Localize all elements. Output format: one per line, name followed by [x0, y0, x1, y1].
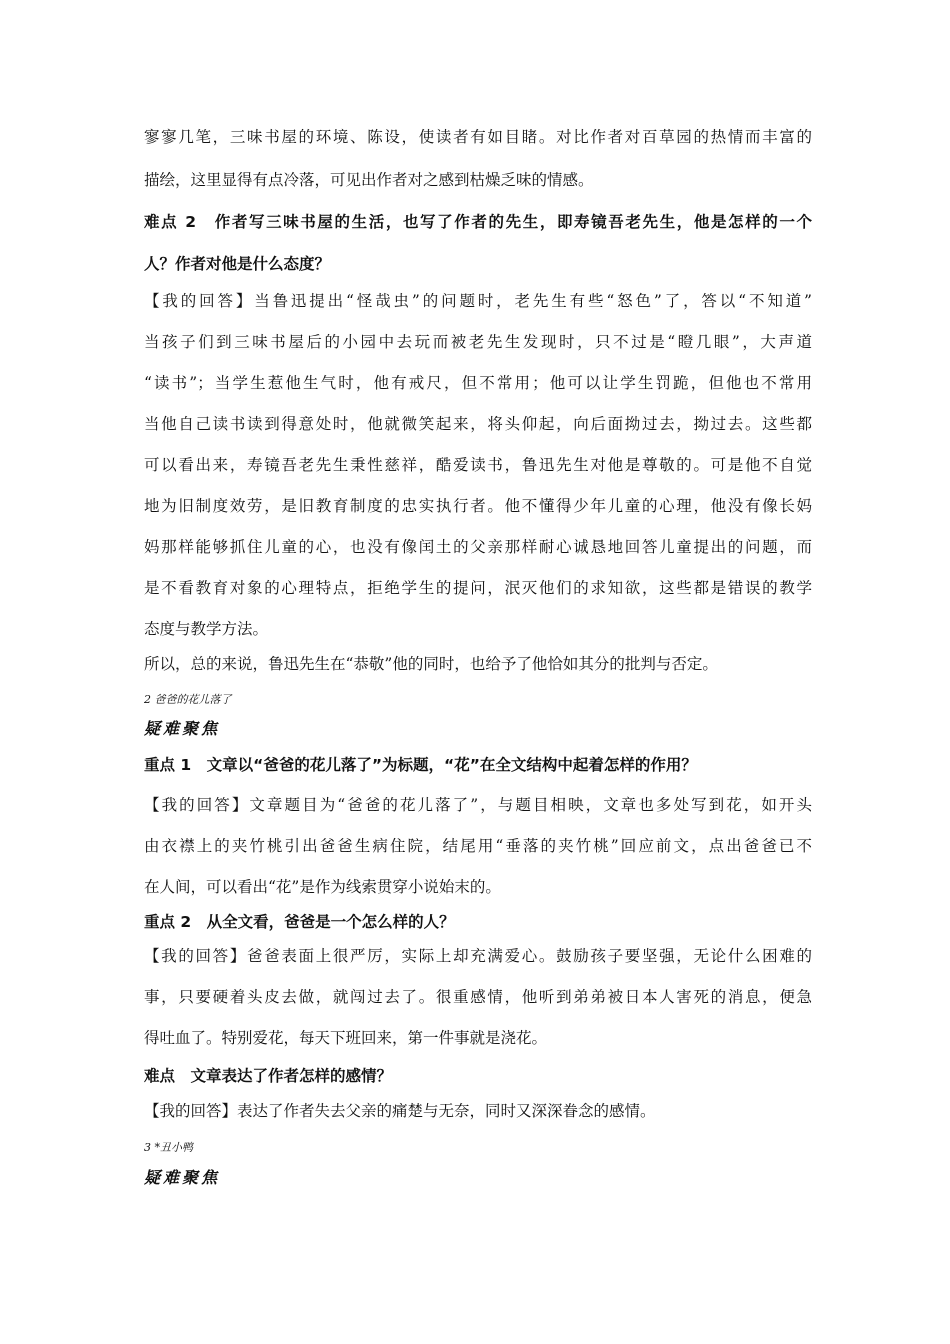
- section-heading: 疑难聚焦: [144, 719, 221, 738]
- lesson-title: 2 爸爸的花儿落了: [144, 693, 232, 706]
- answer-line: 由衣襟上的夹竹桃引出爸爸生病住院，结尾用“垂落的夹竹桃”回应前文，点出爸爸已不: [144, 837, 812, 855]
- key-point-heading: 重点 1 文章以“爸爸的花儿落了”为标题，“花”在全文结构中起着怎样的作用？: [144, 756, 697, 774]
- answer-line: 态度与教学方法。: [144, 620, 269, 638]
- difficulty-heading: 难点 2 作者写三味书屋的生活，也写了作者的先生，即寿镜吾老先生，他是怎样的一个: [144, 213, 812, 231]
- answer-line: 事，只要硬着头皮去做，就闯过去了。很重感情，他听到弟弟被日本人害死的消息，便急: [144, 988, 812, 1006]
- answer-line: “读书”；当学生惹他生气时，他有戒尺，但不常用；他可以让学生罚跪，但他也不常用: [144, 374, 812, 392]
- paragraph-line: 寥寥几笔，三味书屋的环境、陈设，使读者有如目睹。对比作者对百草园的热情而丰富的: [144, 128, 812, 146]
- conclusion-line: 所以，总的来说，鲁迅先生在“恭敬”他的同时，也给予了他恰如其分的批判与否定。: [144, 655, 718, 673]
- answer-line: 地为旧制度效劳，是旧教育制度的忠实执行者。他不懂得少年儿童的心理，他没有像长妈: [144, 497, 812, 515]
- lesson-title: 3 *丑小鸭: [144, 1141, 193, 1154]
- answer-line: 【我的回答】文章题目为“爸爸的花儿落了”，与题目相映，文章也多处写到花，如开头: [144, 796, 812, 814]
- answer-line: 可以看出来，寿镜吾老先生秉性慈祥，酷爱读书，鲁迅先生对他是尊敬的。可是他不自觉: [144, 456, 812, 474]
- paragraph-line: 描绘，这里显得有点冷落，可见出作者对之感到枯燥乏味的情感。: [144, 171, 594, 189]
- answer-line: 得吐血了。特别爱花，每天下班回来，第一件事就是浇花。: [144, 1029, 548, 1047]
- answer-line: 【我的回答】爸爸表面上很严厉，实际上却充满爱心。鼓励孩子要坚强，无论什么困难的: [144, 947, 812, 965]
- difficulty-heading: 难点 文章表达了作者怎样的感情？: [144, 1067, 393, 1085]
- section-heading: 疑难聚焦: [144, 1168, 221, 1187]
- answer-line: 当孩子们到三味书屋后的小园中去玩而被老先生发现时，只不过是“瞪几眼”，大声道: [144, 333, 812, 351]
- answer-line: 妈那样能够抓住儿童的心，也没有像闰土的父亲那样耐心诚恳地回答儿童提出的问题，而: [144, 538, 812, 556]
- answer-line: 当他自己读书读到得意处时，他就微笑起来，将头仰起，向后面拗过去，拗过去。这些都: [144, 415, 812, 433]
- answer-line: 在人间，可以看出“花”是作为线索贯穿小说始末的。: [144, 878, 501, 896]
- key-point-heading: 重点 2 从全文看，爸爸是一个怎么样的人？: [144, 913, 455, 931]
- answer-line: 是不看教育对象的心理特点，拒绝学生的提问，泯灭他们的求知欲，这些都是错误的教学: [144, 579, 812, 597]
- answer-line: 【我的回答】当鲁迅提出“怪哉虫”的问题时，老先生有些“怒色”了，答以“不知道”: [144, 292, 812, 310]
- difficulty-heading: 人？作者对他是什么态度？: [144, 255, 331, 273]
- answer-line: 【我的回答】表达了作者失去父亲的痛楚与无奈，同时又深深眷念的感情。: [144, 1102, 656, 1120]
